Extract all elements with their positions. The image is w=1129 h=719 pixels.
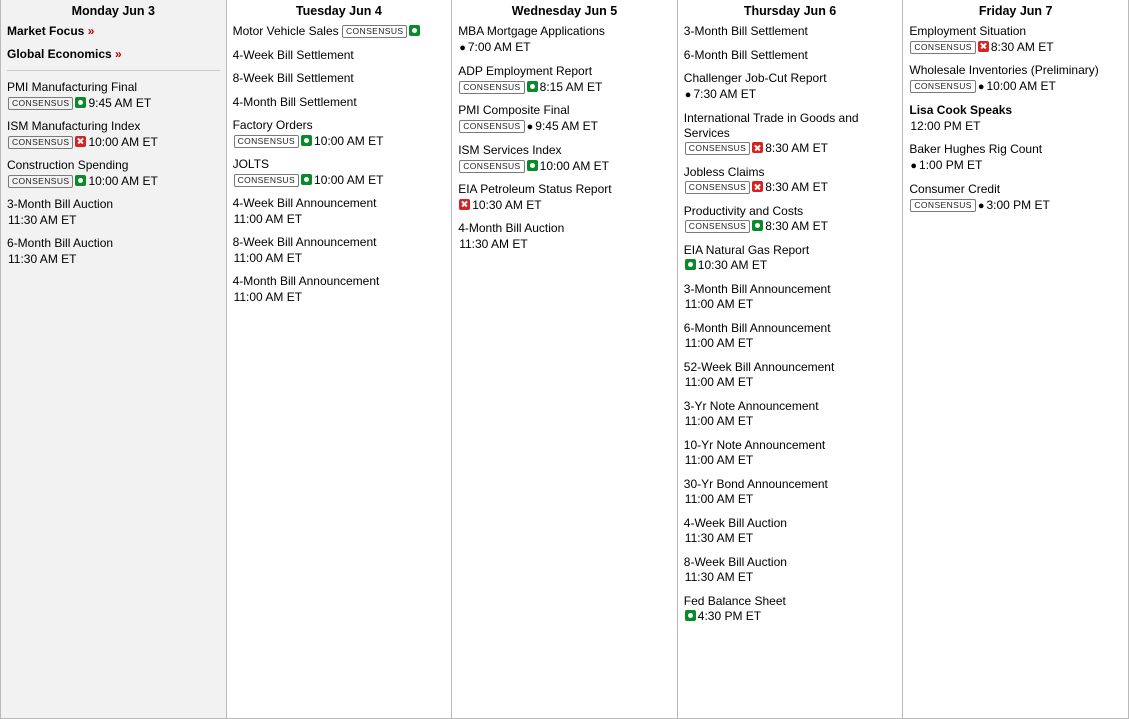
alert-icon xyxy=(459,199,470,210)
event-detail-line xyxy=(684,570,897,585)
event-time: 12:00 PM ET xyxy=(910,118,981,133)
event-detail-line xyxy=(684,336,897,351)
calendar-event[interactable] xyxy=(233,196,446,226)
actual-released-icon xyxy=(75,97,86,108)
event-name[interactable]: Fed Balance Sheet xyxy=(683,593,786,608)
event-list xyxy=(903,24,1128,213)
actual-released-icon xyxy=(685,259,696,270)
calendar-event[interactable] xyxy=(684,282,897,312)
chevron-right-icon: » xyxy=(111,47,122,61)
consensus-badge: CONSENSUS xyxy=(459,120,524,133)
event-time: 11:00 AM ET xyxy=(233,211,303,226)
event-time: 9:45 AM ET xyxy=(535,118,598,133)
calendar-event[interactable] xyxy=(684,243,897,273)
day-header: Tuesday Jun 4 xyxy=(295,4,382,18)
event-time: 11:30 AM ET xyxy=(459,236,528,251)
event-name[interactable]: Lisa Cook Speaks xyxy=(909,103,1013,117)
event-name[interactable]: 8-Week Bill Settlement xyxy=(232,71,354,85)
event-detail-line xyxy=(458,80,671,95)
consensus-badge: CONSENSUS xyxy=(685,220,750,233)
event-name[interactable]: 10-Yr Note Announcement xyxy=(683,437,826,452)
consensus-badge: CONSENSUS xyxy=(342,25,407,38)
event-detail-line xyxy=(458,237,671,252)
day-header: Wednesday Jun 5 xyxy=(511,4,618,18)
event-detail-line xyxy=(684,297,897,312)
event-name[interactable]: 4-Month Bill Settlement xyxy=(232,94,357,109)
day-column xyxy=(0,0,227,719)
calendar-event[interactable] xyxy=(909,63,1122,94)
event-name[interactable]: 3-Month Bill Settlement xyxy=(683,24,808,38)
event-detail-line xyxy=(684,258,897,273)
consensus-badge: CONSENSUS xyxy=(8,97,73,110)
event-detail-line xyxy=(7,213,220,228)
calendar-event[interactable] xyxy=(233,157,446,187)
event-time: 7:00 AM ET xyxy=(467,39,531,54)
day-column xyxy=(452,0,678,719)
calendar-event[interactable] xyxy=(7,197,220,227)
event-detail-line xyxy=(684,219,897,234)
calendar-event[interactable] xyxy=(458,24,671,55)
section-link-label: Global Economics xyxy=(7,47,112,61)
calendar-event[interactable] xyxy=(233,235,446,265)
event-name[interactable]: 8-Week Bill Auction xyxy=(683,554,787,569)
event-time: 11:30 AM ET xyxy=(8,212,77,227)
event-detail-line xyxy=(233,134,446,149)
event-detail-line xyxy=(909,79,1122,95)
event-name[interactable]: 4-Month Bill Announcement xyxy=(232,274,380,288)
event-detail-line xyxy=(7,96,220,111)
calendar-event[interactable] xyxy=(233,95,446,110)
event-detail-line xyxy=(909,198,1122,214)
event-time: 10:00 AM ET xyxy=(88,173,158,188)
event-detail-line xyxy=(684,414,897,429)
calendar-event[interactable] xyxy=(684,48,897,63)
calendar-event[interactable] xyxy=(684,111,897,156)
event-detail-line xyxy=(233,212,446,227)
event-name[interactable]: EIA Petroleum Status Report xyxy=(458,182,612,196)
event-detail-line xyxy=(233,251,446,266)
event-detail-line xyxy=(684,531,897,546)
event-time: 10:30 AM ET xyxy=(697,258,768,272)
section-link[interactable] xyxy=(7,47,220,61)
event-time: 10:30 AM ET xyxy=(472,197,542,212)
calendar-event[interactable] xyxy=(684,204,897,234)
event-name[interactable]: 6-Month Bill Auction xyxy=(7,236,114,250)
event-name[interactable]: 3-Month Bill Auction xyxy=(7,197,114,211)
event-detail-line xyxy=(458,119,671,135)
consensus-badge: CONSENSUS xyxy=(685,142,750,155)
event-name[interactable]: Baker Hughes Rig Count xyxy=(909,142,1043,156)
calendar-event[interactable] xyxy=(7,158,220,188)
event-time: 8:30 AM ET xyxy=(765,180,828,194)
event-detail-line xyxy=(684,180,897,195)
day-header: Monday Jun 3 xyxy=(71,4,155,18)
event-detail-line xyxy=(7,174,220,189)
consensus-badge: CONSENSUS xyxy=(234,174,299,187)
calendar-event[interactable] xyxy=(233,71,446,86)
event-list xyxy=(1,24,226,266)
day-column xyxy=(678,0,904,719)
calendar-event[interactable] xyxy=(458,221,671,251)
consensus-badge: CONSENSUS xyxy=(910,80,975,93)
event-time: 10:00 AM ET xyxy=(986,78,1056,93)
event-time: 11:00 AM ET xyxy=(684,375,754,389)
consensus-badge: CONSENSUS xyxy=(8,175,73,188)
event-time: 10:00 AM ET xyxy=(539,158,610,173)
event-detail-line xyxy=(233,173,446,188)
event-name[interactable]: 6-Month Bill Settlement xyxy=(683,47,808,62)
calendar-event[interactable] xyxy=(684,594,897,624)
event-time: 8:30 AM ET xyxy=(765,141,828,155)
section-link[interactable] xyxy=(7,24,220,38)
calendar-event[interactable] xyxy=(7,80,220,110)
event-name[interactable]: EIA Natural Gas Report xyxy=(683,242,810,257)
alert-icon xyxy=(752,142,763,153)
calendar-event[interactable] xyxy=(458,103,671,134)
event-time: 11:00 AM ET xyxy=(684,336,754,350)
event-time: 10:00 AM ET xyxy=(88,134,158,149)
event-name[interactable]: Motor Vehicle Sales xyxy=(232,24,339,38)
event-detail-line xyxy=(909,158,1122,174)
event-detail-line xyxy=(7,135,220,150)
consensus-badge: CONSENSUS xyxy=(685,181,750,194)
event-list xyxy=(678,24,903,624)
event-detail-line xyxy=(909,40,1122,55)
event-detail-line xyxy=(458,198,671,213)
event-name[interactable]: 4-Week Bill Auction xyxy=(683,515,787,530)
event-time: 11:00 AM ET xyxy=(684,414,754,428)
calendar-event[interactable] xyxy=(909,24,1122,54)
calendar-event[interactable] xyxy=(458,143,671,173)
calendar-event[interactable] xyxy=(684,321,897,351)
actual-released-icon xyxy=(409,25,420,36)
event-time: 11:00 AM ET xyxy=(233,250,303,265)
calendar-event[interactable] xyxy=(233,48,446,63)
calendar-event[interactable] xyxy=(684,71,897,102)
event-detail-line xyxy=(684,609,897,624)
event-time: 11:00 AM ET xyxy=(684,453,754,467)
calendar-event[interactable] xyxy=(7,119,220,149)
calendar-event[interactable] xyxy=(909,103,1122,133)
event-time: 8:30 AM ET xyxy=(765,219,828,233)
calendar-event[interactable] xyxy=(684,555,897,585)
bullet-icon: ● xyxy=(526,120,534,133)
event-time: 8:30 AM ET xyxy=(990,39,1054,54)
event-name[interactable]: 3-Yr Note Announcement xyxy=(683,398,819,413)
event-time: 11:30 AM ET xyxy=(8,251,77,266)
consensus-badge: CONSENSUS xyxy=(234,135,299,148)
event-name[interactable]: 4-Month Bill Auction xyxy=(458,221,565,235)
event-name[interactable]: 6-Month Bill Announcement xyxy=(683,320,831,335)
divider xyxy=(7,70,220,71)
event-name[interactable]: 3-Month Bill Announcement xyxy=(683,281,831,296)
event-name[interactable]: Jobless Claims xyxy=(683,164,765,179)
day-header: Friday Jun 7 xyxy=(978,4,1053,18)
event-name[interactable]: 52-Week Bill Announcement xyxy=(683,359,835,374)
actual-released-icon xyxy=(301,174,312,185)
calendar-event[interactable] xyxy=(909,142,1122,173)
bullet-icon: ● xyxy=(684,88,692,101)
event-detail-line xyxy=(458,159,671,174)
event-name[interactable]: Productivity and Costs xyxy=(683,203,804,218)
event-time: 11:00 AM ET xyxy=(684,492,754,506)
section-link-label: Market Focus xyxy=(7,24,85,38)
consensus-badge: CONSENSUS xyxy=(910,41,975,54)
event-time: 11:30 AM ET xyxy=(684,570,754,584)
event-name[interactable]: PMI Manufacturing Final xyxy=(7,80,138,94)
calendar-event[interactable] xyxy=(7,236,220,266)
calendar-event[interactable] xyxy=(684,477,897,507)
consensus-badge: CONSENSUS xyxy=(459,81,524,94)
event-name[interactable]: International Trade in Goods and Services xyxy=(683,111,859,140)
event-name[interactable]: Construction Spending xyxy=(7,158,129,172)
calendar-event[interactable] xyxy=(684,399,897,429)
event-detail-line xyxy=(684,375,897,390)
event-name[interactable]: 4-Week Bill Announcement xyxy=(232,196,377,210)
event-list xyxy=(227,24,452,304)
calendar-event[interactable] xyxy=(684,438,897,468)
event-name[interactable]: Consumer Credit xyxy=(909,182,1001,196)
actual-released-icon xyxy=(527,81,538,92)
calendar-event[interactable] xyxy=(233,274,446,304)
event-time: 7:30 AM ET xyxy=(693,86,757,101)
event-detail-line xyxy=(7,252,220,267)
event-name[interactable]: Challenger Job-Cut Report xyxy=(683,71,827,85)
event-detail-line xyxy=(684,492,897,507)
event-time: 11:00 AM ET xyxy=(233,289,303,304)
event-name[interactable]: Employment Situation xyxy=(909,24,1027,38)
bullet-icon: ● xyxy=(977,80,985,93)
calendar-event[interactable] xyxy=(684,165,897,195)
actual-released-icon xyxy=(685,610,696,621)
actual-released-icon xyxy=(527,160,538,171)
alert-icon xyxy=(75,136,86,147)
event-detail-line xyxy=(458,40,671,56)
consensus-badge: CONSENSUS xyxy=(910,199,975,212)
calendar-event[interactable] xyxy=(684,360,897,390)
event-name[interactable]: 30-Yr Bond Announcement xyxy=(683,476,828,491)
actual-released-icon xyxy=(752,220,763,231)
calendar-event[interactable] xyxy=(684,516,897,546)
calendar-event[interactable] xyxy=(684,24,897,39)
day-header: Thursday Jun 6 xyxy=(743,4,837,18)
chevron-right-icon: » xyxy=(84,24,95,38)
event-time: 11:00 AM ET xyxy=(684,297,754,311)
event-name[interactable]: MBA Mortgage Applications xyxy=(458,24,605,38)
event-name[interactable]: Factory Orders xyxy=(232,118,313,132)
event-time: 10:00 AM ET xyxy=(314,172,384,187)
day-column xyxy=(903,0,1129,719)
event-detail-line xyxy=(909,119,1122,134)
alert-icon xyxy=(978,41,989,52)
event-time: 11:30 AM ET xyxy=(684,531,754,545)
event-time: 4:30 PM ET xyxy=(697,609,762,623)
day-column xyxy=(227,0,453,719)
event-name[interactable]: JOLTS xyxy=(232,157,270,171)
bullet-icon: ● xyxy=(977,199,985,212)
calendar-event[interactable] xyxy=(233,118,446,148)
consensus-badge: CONSENSUS xyxy=(8,136,73,149)
event-name[interactable]: ISM Manufacturing Index xyxy=(7,119,141,133)
event-name[interactable]: ADP Employment Report xyxy=(458,64,593,78)
event-detail-line xyxy=(684,453,897,468)
bullet-icon: ● xyxy=(910,159,918,172)
calendar-event[interactable] xyxy=(458,182,671,212)
bullet-icon: ● xyxy=(459,41,466,54)
event-detail-line xyxy=(684,141,897,156)
event-time: 8:15 AM ET xyxy=(539,79,603,94)
event-name[interactable]: Wholesale Inventories (Preliminary) xyxy=(909,63,1099,77)
event-list xyxy=(452,24,677,251)
event-time: 3:00 PM ET xyxy=(986,197,1050,212)
calendar-event[interactable] xyxy=(458,64,671,94)
actual-released-icon xyxy=(75,175,86,186)
consensus-badge: CONSENSUS xyxy=(459,160,524,173)
event-detail-line xyxy=(233,290,446,305)
event-detail-line xyxy=(684,87,897,103)
event-name[interactable]: 8-Week Bill Announcement xyxy=(232,235,377,249)
event-time: 10:00 AM ET xyxy=(314,133,384,148)
event-time: 9:45 AM ET xyxy=(88,95,152,110)
event-time: 1:00 PM ET xyxy=(919,157,983,172)
alert-icon xyxy=(752,181,763,192)
calendar-event[interactable] xyxy=(233,24,446,39)
actual-released-icon xyxy=(301,135,312,146)
calendar-event[interactable] xyxy=(909,182,1122,213)
event-name[interactable]: PMI Composite Final xyxy=(458,103,570,117)
event-name[interactable]: ISM Services Index xyxy=(458,143,562,157)
event-name[interactable]: 4-Week Bill Settlement xyxy=(232,47,354,62)
